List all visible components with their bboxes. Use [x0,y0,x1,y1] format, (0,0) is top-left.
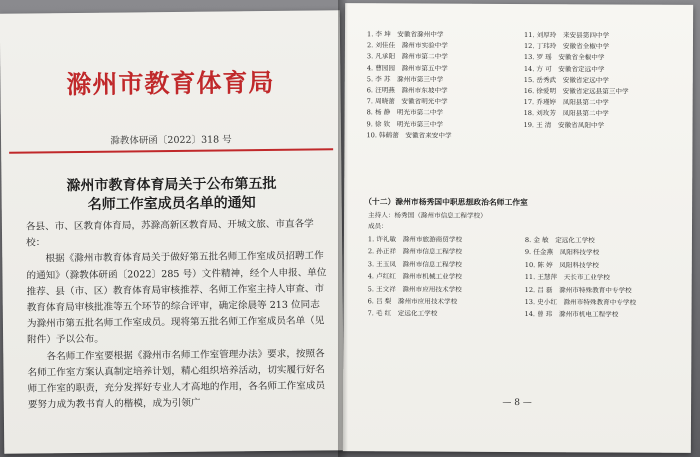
roster-entry: 1. 许礼敏 滁州市旅游商贸学校 [367,235,463,244]
red-divider-line [9,148,333,153]
notice-title-line: 滁州市教育体育局关于公布第五批 [66,175,277,195]
body-paragraph: 各名师工作室要根据《滁州市名师工作室管理办法》要求，按照各名师工作室方案认真制定培养计划，精心组织培养活动，切实履行好名师工作室的职责，充分发挥好专业人才高地的作用，各名师工作室成员要努力成为教书育人的楷模，成为引领广 [27,348,326,411]
roster-entry: 8. 杨 静 明光市第二中学 [366,108,444,117]
roster-entry: 9. 徐 钦 明光市第三中学 [366,119,443,129]
roster-entry: 5. 李 苏 滁州市第三中学 [366,74,444,84]
page-gap-shadow [338,0,348,457]
studio-members-list [368,233,682,321]
studio-host-line: 主持人：杨秀国（滁州市信息工程学校） [368,211,487,220]
notice-title [21,174,321,215]
roster-entry: 1. 李 坤 安徽省滁州中学 [366,30,444,39]
roster-entry: 11. 刘厚玲 来安县第四中学 [523,31,610,40]
roster-entry: 14. 方 可 安徽省定远中学 [523,64,605,74]
roster-entry: 3. 王玉凤 滁州市信息工程学校 [367,259,462,269]
roster-entry: 7. 周晓蕾 安徽省明光中学 [366,97,448,106]
roster-entry: 18. 刘玫芳 凤阳县第二中学 [523,109,609,118]
roster-entry: 3. 凡承阳 滁州市第二中学 [366,52,448,62]
roster-entry: 10. 韩鹤蕾 安徽省来安中学 [366,130,452,140]
roster-entry: 19. 王 清 安徽省凤阳中学 [523,120,605,129]
roster-entry: 2. 刘佳佳 滁州市实验中学 [366,41,448,50]
notice-page [0,10,344,454]
roster-entry: 2. 孙正祥 滁州市信息工程学校 [367,247,463,257]
roster-entry: 6. 吕 梨 滁州市应用技术学校 [367,297,458,306]
members-label: 成员： [367,222,388,231]
roster-entry: 12. 吕 磊 滁州市特殊教育中专学校 [524,285,632,295]
roster-entry: 4. 曹园园 滁州市第五中学 [366,63,448,73]
roster-entry: 9. 任金燕 凤阳科技学校 [524,248,600,257]
roster-entry: 4. 卢红红 滁州市机械工业学校 [367,272,462,281]
roster-entry: 13. 罗 瑶 安徽省全椒中学 [523,53,605,62]
body-paragraph: 根据《滁州市教育体育局关于做好第五批名师工作室成员招聘工作的通知》（滁教体研函〔2022〕285 号）文件精神，经个人申报、单位推荐、县（市、区）教育体育局审核推荐、名师工作室主持人审查、市教育体育局审核批准等五个环节的综合评审，确定徐晨等 213 位同志为滁州市第五批名师工作室成员。现将第五批名师工作室成员名单（见附件）予以公布。 [26,250,327,346]
studio-section-title: （十二）滁州市杨秀国中职思想政治名师工作室 [364,197,528,208]
roster-entry: 12. 丁玮玲 安徽省全椒中学 [523,42,610,51]
roster-entry: 10. 陈 婷 凤阳科技学校 [524,260,599,270]
salutation-paragraph: 各县、市、区教育体育局，苏滁高新区教育局、开城文旅、市直各学校： [25,218,314,249]
roster-row [368,308,682,322]
notice-body [26,216,328,414]
roster-entry: 13. 史小红 滁州市特殊教育中专学校 [524,297,637,307]
roster-entry: 7. 毛 红 定远化工学校 [367,309,438,318]
page-number: — 8 — [502,397,532,409]
roster-entry: 5. 王文祥 滁州市应用技术学校 [367,284,462,294]
roster-entry: 6. 汪明燕 滁州市东坡中学 [366,86,448,95]
roster-entry: 17. 乔瑾婷 凤阳县第二中学 [523,98,609,107]
notice-title-line: 名师工作室成员名单的通知 [87,195,256,213]
roster-entry: 14. 曾 玮 滁州市机电工程学校 [524,310,619,319]
roster-entry: 8. 金 敏 定远化工学校 [524,236,595,245]
roster-entry [523,131,680,143]
roster-entry: 15. 岳秀武 安徽省定远中学 [523,75,609,85]
roster-page [343,3,693,453]
roster-entry: 11. 王慧萍 天长市工业学校 [524,273,610,282]
studio-member-roster [366,29,681,143]
roster-entry: 16. 徐爱明 安徽省定远县第三中学 [523,86,629,96]
issuer-header-title: 滁州市教育体育局 [66,67,275,100]
roster-row [366,130,680,143]
document-number: 滁教体研函〔2022〕318 号 [110,134,232,147]
